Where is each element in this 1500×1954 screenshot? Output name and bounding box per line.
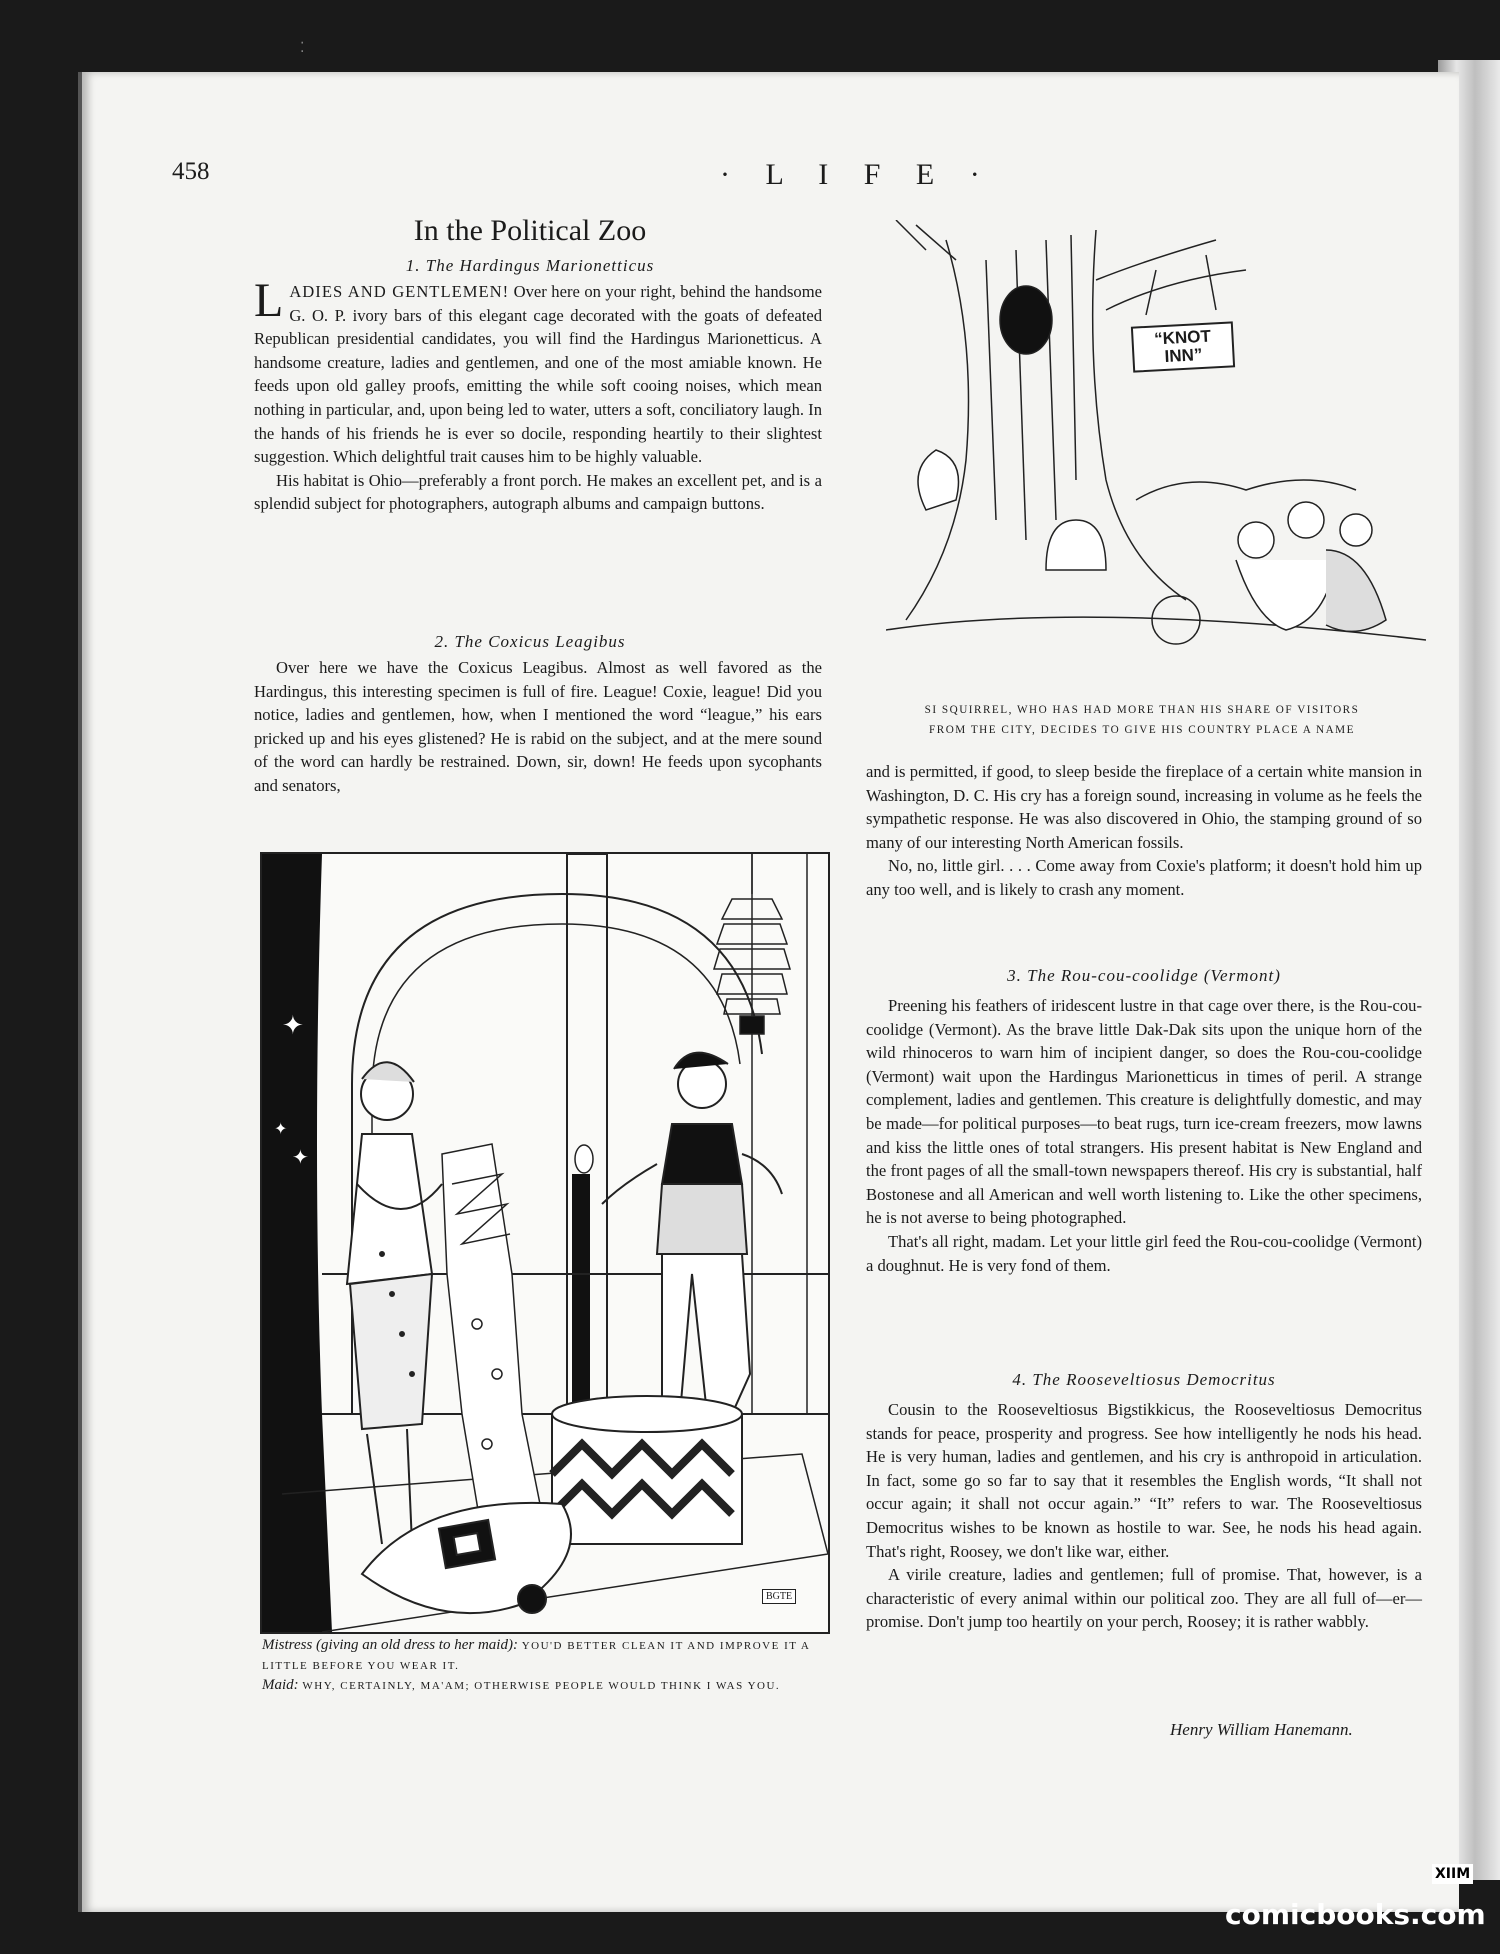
maid-caption: [262, 1636, 827, 1696]
caption-line: YOU'D BETTER CLEAN IT AND IMPROVE IT A LITTLE BEFORE YOU WEAR IT.: [262, 1640, 810, 1672]
drop-cap: L: [254, 274, 284, 327]
svg-text:✦: ✦: [274, 1121, 288, 1138]
page-number: 458: [172, 158, 210, 185]
left-column-top: [254, 274, 822, 516]
paragraph: Preening his feathers of iridescent lustre in that cage over there, is the Rou-cou-coolidge (Vermont). As the brave little Dak-Dak sits upon the unique horn of the wild rhinoceros to warn him of incipient danger, so does the Rou-cou-coolidge (Vermont) wait upon the Hardingus Marionetticus in times of peril. A strange complement, ladies and gentlemen. This creature is delightfully domestic, and may be made—for political purposes—to beat rugs, turn ice-cream freezers, mow lawns and kiss the little ones of total strangers. His present habitat is New England and the front pages of all the small-town newspapers thereof. His cry is substantial, half Bostonese and all American and well worth listening to. Like the other specimens, he is not averse to being photographed.: [866, 996, 1422, 1228]
left-column-mid: [254, 656, 822, 798]
article-title: In the Political Zoo: [413, 214, 647, 247]
maid-cartoon-drawing: [262, 854, 828, 1632]
artist-mark: BGTE: [762, 1589, 796, 1604]
author-signature: Henry William Hanemann.: [1170, 1720, 1353, 1739]
masthead: · L I F E ·: [720, 158, 994, 191]
paragraph: Over here we have the Coxicus Leagibus. Almost as well favored as the Hardingus, this interesting specimen is full of fire. League! Coxie, league! Did you notice, ladies and gentlemen, how, when I mentioned the word “league,” his ears pricked up and his eyes glistened? He is rabid on the subject, and at the mere sound of the word can hardly be restrained. Down, sir, down! He feeds upon sycophants and senators,: [254, 658, 822, 795]
right-column-bottom: [866, 1398, 1422, 1634]
section-heading-4: 4. The Rooseveltiosus Democritus: [1012, 1370, 1276, 1389]
tree-caption: SI SQUIRREL, WHO HAS HAD MORE THAN HIS SHARE OF VISITORS FROM THE CITY, DECIDES TO GIVE HIS COUNTRY PLACE A NAME: [924, 704, 1360, 736]
caption-speaker-mistress: Mistress (giving an old dress to her maid):: [262, 1637, 518, 1653]
right-column-mid: [866, 994, 1422, 1277]
svg-text:✦: ✦: [282, 1011, 304, 1040]
tree-cartoon: [886, 220, 1426, 690]
right-column-top: [866, 760, 1422, 902]
watermark-corner-mark: XIIM: [1432, 1864, 1473, 1884]
paragraph: and is permitted, if good, to sleep beside the fireplace of a certain white mansion in Washington, D. C. His cry has a foreign sound, increasing in volume as he feels the sympathetic response. He was also discovered in Ohio, the stamping ground of so many of our interesting North American fossils.: [866, 762, 1422, 852]
watermark-logo: comicbooks.com: [1225, 1898, 1486, 1931]
svg-text:✦: ✦: [292, 1147, 309, 1169]
section-heading-2: 2. The Coxicus Leagibus: [434, 632, 626, 651]
maid-cartoon: [260, 852, 830, 1634]
paragraph: Cousin to the Rooseveltiosus Bigstikkicus, the Rooseveltiosus Democritus stands for peace, prosperity and progress. See how intelligently he nods his head. He is very human, ladies and gentlemen, and his cry is anthropoid in articulation. In fact, some go so far to say that it resembles the English words, “It shall not occur again; it shall not occur again.” “It” refers to war. The Rooseveltiosus Democritus wishes to be known as hostile to war. See, he nods his head again. That's right, Roosey, we don't like war, either.: [866, 1400, 1422, 1561]
section-heading-3: 3. The Rou-cou-coolidge (Vermont): [1007, 966, 1281, 985]
caption-speaker-maid: Maid:: [262, 1677, 299, 1693]
paragraph: LADIES AND GENTLEMEN! Over here on your right, behind the handsome G. O. P. ivory bars of this elegant cage decorated with the goats of defeated Republican presidential candidates, you will find the Hardingus Marionetticus. A handsome creature, ladies and gentlemen, and one of the most amiable known. He feeds upon old galley proofs, emitting the while soft cooing noises, which mean nothing in particular, and, upon being led to water, utters a soft, conciliatory laugh. In the hands of his friends he is ever so docile, responding heartily to their slightest suggestion. Which delightful trait causes him to be highly valuable.: [254, 274, 822, 467]
tree-cartoon-drawing: [886, 220, 1426, 690]
section-heading-1: 1. The Hardingus Marionetticus: [405, 256, 655, 275]
paragraph: That's all right, madam. Let your little girl feed the Rou-cou-coolidge (Vermont) a doughnut. He is very fond of them.: [866, 1231, 1422, 1275]
paragraph: His habitat is Ohio—preferably a front porch. He makes an excellent pet, and is a splendid subject for photographers, autograph albums and campaign buttons.: [254, 470, 822, 514]
paragraph: No, no, little girl. . . . Come away from Coxie's platform; it doesn't hold him up any too well, and is likely to crash any moment.: [866, 856, 1422, 899]
scan-artifact: ⁚: [300, 41, 305, 56]
paragraph: A virile creature, ladies and gentlemen; full of promise. That, however, is a characteristic of every animal within our political zoo. They are all full of—er—promise. Don't jump too heartily on your perch, Roosey; it is rather wabbly.: [866, 1565, 1422, 1632]
knot-inn-sign: “KNOT INN”: [1131, 321, 1235, 372]
caption-line: WHY, CERTAINLY, MA'AM; OTHERWISE PEOPLE WOULD THINK I WAS YOU.: [302, 1680, 781, 1692]
